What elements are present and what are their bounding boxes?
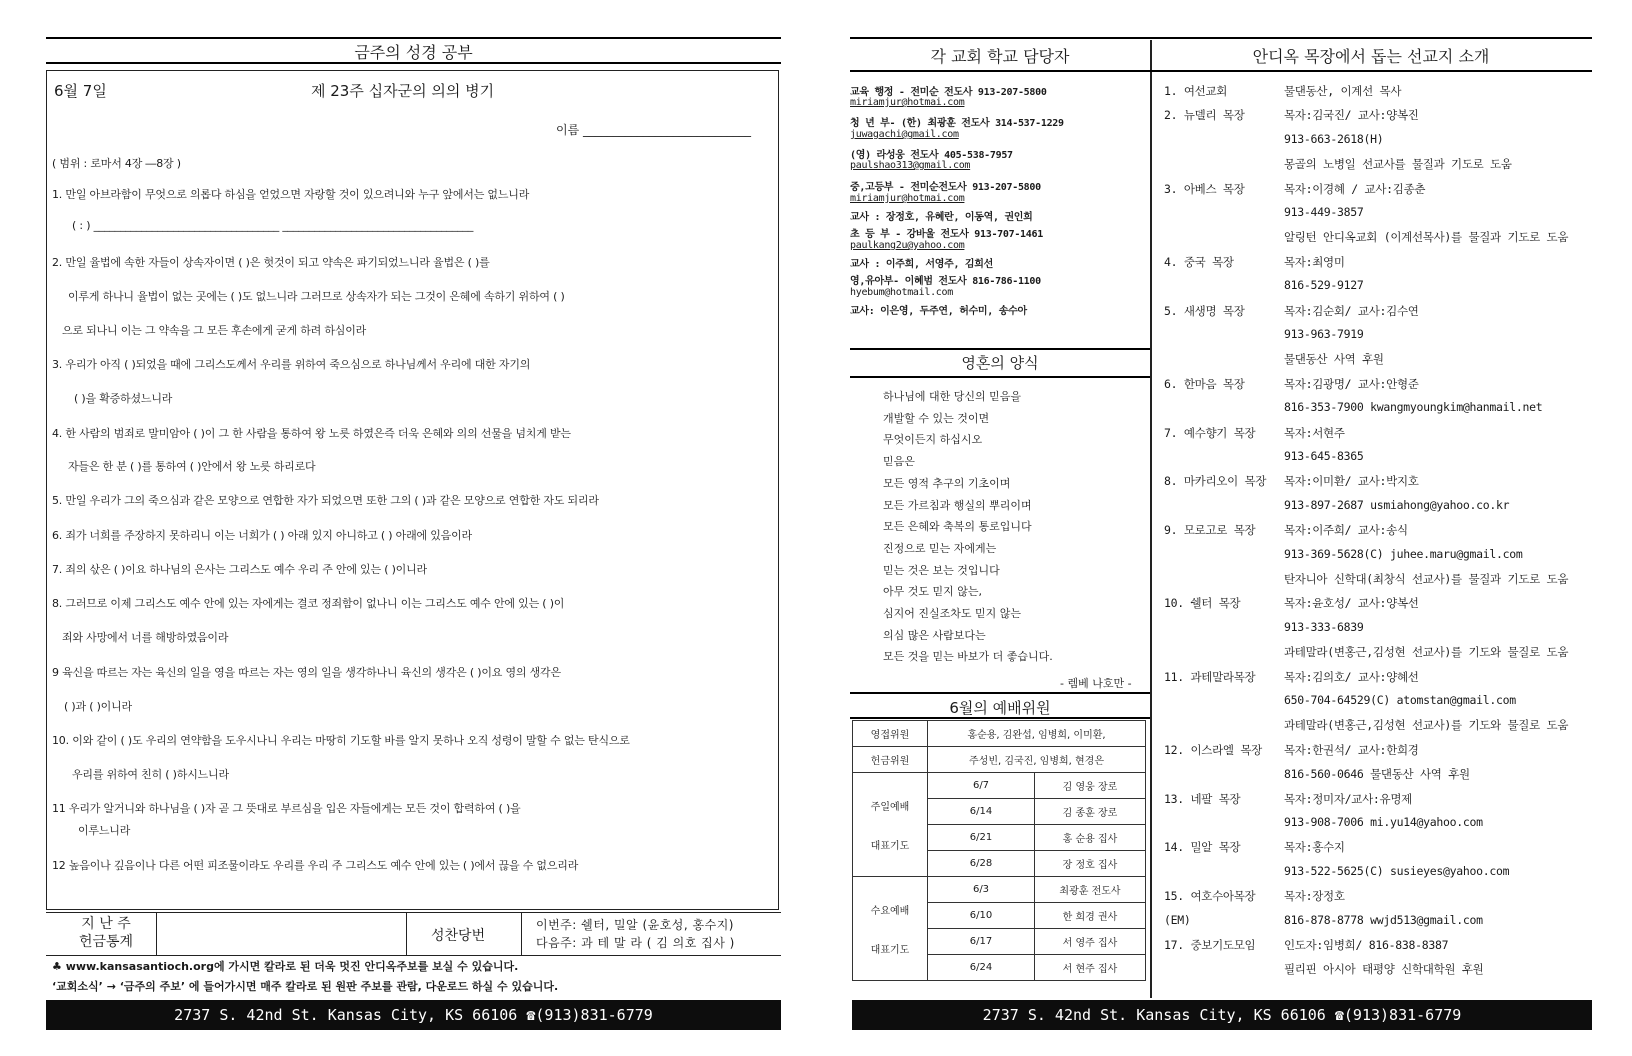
poem-line: 진정으로 믿는 자에게는 — [883, 541, 997, 555]
poem-line: 믿는 것은 보는 것입니다 — [883, 563, 1000, 577]
poem-line: 하나님에 대한 당신의 믿음을 — [883, 390, 1022, 403]
wed-leader: 서 영주 집사 — [1035, 929, 1146, 955]
worship-table — [852, 720, 1146, 981]
address-footer: 2737 S. 42nd St. Kansas City, KS 66106 ☎(913)831-6779 — [852, 1000, 1592, 1030]
mission-name: 10. 쉘터 목장 — [1164, 596, 1241, 611]
sunday-leader: 홍 순용 집사 — [1035, 825, 1146, 851]
mission-detail: 816-353-7900 kwangmyoungkim@hanmail.net — [1284, 400, 1543, 415]
staff-line: 교육 행정 - 전미순 전도사 913-207-5800 — [850, 87, 1047, 98]
sunday-leader: 김 종훈 장로 — [1035, 799, 1146, 825]
question-10: 10. 이와 같이 ( )도 우리의 연약함을 도우시나니 우리는 마땅히 기도할 바를 알지 못하나 오직 성령이 말할 수 없는 탄식으로 — [52, 734, 630, 747]
staff-line[interactable]: paulshao313@gmail.com — [850, 160, 971, 171]
mission-detail: 탄자니아 신학대(최창식 선교사)를 물질과 기도로 도움 — [1284, 572, 1569, 586]
question-8: 8. 그러므로 이제 그리스도 예수 안에 있는 자에게는 결코 정죄함이 없나니 이는 그리스도 예수 안에 있는 ( )이 — [52, 597, 565, 610]
question-7: 7. 죄의 삯은 ( )이요 하나님의 은사는 그리스도 예수 우리 주 안에 있는 ( )이니라 — [52, 563, 427, 576]
sunday-date: 6/7 — [928, 773, 1035, 799]
question-11-cont: 이루느니라 — [78, 824, 131, 837]
header-rule — [46, 62, 781, 64]
question-2-cont2: 으로 되나니 이는 그 약속을 그 모든 후손에게 굳게 하려 하심이라 — [62, 324, 367, 337]
address-footer: 2737 S. 42nd St. Kansas City, KS 66106 ☎(913)831-6779 — [46, 1000, 781, 1030]
wed-leader: 한 희경 권사 — [1035, 903, 1146, 929]
notice-download: ‘교회소식’ → ‘금주의 주보’ 에 들어가시면 매주 칼라로 된 원판 주보를 관람, 다운로드 하실 수 있습니다. — [52, 980, 559, 993]
sunday-date: 6/28 — [928, 851, 1035, 877]
question-10-cont: 우리를 위하여 친히 ( )하시느니라 — [72, 768, 229, 781]
mission-name: 15. 여호수아목장 — [1164, 889, 1256, 904]
question-2: 2. 만일 율법에 속한 자들이 상속자이면 ( )은 헛것이 되고 약속은 파기되었느니라 율법은 ( )를 — [52, 256, 490, 269]
communion-duty-label: 성찬당번 — [431, 928, 486, 944]
mission-detail: 목자:정미자/교사:유명제 — [1284, 791, 1412, 806]
question-8-cont: 죄와 사망에서 너를 해방하였음이라 — [62, 631, 229, 644]
soul-rule-bottom — [850, 376, 1150, 378]
staff-line: 초 등 부 - 강바울 전도사 913-707-1461 — [850, 229, 1043, 240]
mission-name: 12. 이스라엘 목장 — [1164, 742, 1262, 757]
question-2-cont: 이루게 하나니 율법이 없는 곳에는 ( )도 없느니라 그러므로 상속자가 되는 그것이 은혜에 속하기 위하여 ( ) — [68, 290, 565, 303]
mission-detail: 목자:이미환/ 교사:박지호 — [1284, 474, 1419, 489]
mission-detail: 물댄동산 사역 후원 — [1284, 352, 1384, 367]
sunday-label-1: 주일예배 — [870, 801, 910, 813]
poem-line: 모든 것을 믿는 바보가 더 좋습니다. — [883, 650, 1053, 664]
mission-detail: 913-963-7919 — [1284, 327, 1364, 341]
mission-detail: 913-333-6839 — [1284, 619, 1364, 634]
question-12: 12 높음이나 깊음이나 다른 어떤 피조물이라도 우리를 우리 주 그리스도 예수 안에 있는 ( )에서 끊을 수 없으리라 — [52, 859, 579, 872]
staff-line[interactable]: miriamjur@hotmai.com — [850, 97, 965, 108]
sunday-leader: 장 정호 집사 — [1035, 851, 1146, 877]
mission-detail: 목자:김광명/ 교사:안형준 — [1284, 376, 1419, 391]
staff-line: 청 년 부- (한) 최광훈 전도사 314-537-1229 — [850, 118, 1064, 129]
name-line: 이름 ____________________________ — [556, 123, 751, 137]
top-rule — [46, 37, 781, 39]
mission-detail: 913-663-2618(H) — [1284, 131, 1384, 146]
question-11: 11 우리가 알거니와 하나님을 ( )자 곧 그 뜻대로 부르심을 입은 자들에게는 모든 것이 합력하여 ( )을 — [52, 802, 521, 815]
greeters-names: 홍순용, 김완섭, 임병희, 이미환, — [928, 721, 1146, 747]
sunday-date: 6/14 — [928, 799, 1035, 825]
wednesday-prayer-label — [853, 877, 928, 981]
mission-name: 13. 네팔 목장 — [1164, 791, 1241, 806]
sunday-label-2: 대표기도 — [870, 840, 910, 852]
staff-line: 교사 : 장정호, 유혜란, 이동역, 권인희 — [850, 212, 1033, 223]
poem-line: 모든 영적 추구의 기초이며 — [883, 476, 1011, 490]
staff-line[interactable]: juwagachi@gmail.com — [850, 129, 959, 140]
mission-name: 14. 밀알 목장 — [1164, 840, 1241, 855]
poem-line: 의심 많은 사람보다는 — [883, 628, 986, 642]
mission-name: 1. 여선교회 — [1164, 84, 1228, 98]
mission-detail: 목자:김국진/ 교사:양복진 — [1284, 108, 1419, 123]
poem-line: 아무 것도 믿지 않는, — [883, 585, 982, 599]
mission-name: 3. 아베스 목장 — [1164, 181, 1245, 196]
mission-detail: 816-529-9127 — [1284, 278, 1364, 293]
question-9-cont: ( )과 ( )이니라 — [64, 700, 132, 713]
worship-rule-bottom — [850, 717, 1150, 719]
wed-leader: 서 현주 집사 — [1035, 955, 1146, 981]
mission-detail: 과테말라(변홍근,김성현 선교사)를 기도와 물질로 도움 — [1284, 718, 1569, 733]
staff-header: 각 교회 학교 담당자 — [930, 47, 1070, 66]
wed-date: 6/10 — [928, 903, 1035, 929]
mission-detail: 913-449-3857 — [1284, 205, 1364, 219]
question-1: 1. 만일 아브라함이 무엇으로 의롭다 하심을 얻었으면 자랑할 것이 있으려니와 누구 앞에서는 없느니라 — [52, 188, 530, 201]
study-date: 6월 7일 — [54, 82, 107, 100]
offering-committee-names: 주성빈, 김국진, 임병희, 현경은 — [928, 747, 1146, 773]
poem-line: 심지어 진실조차도 믿지 않는 — [883, 607, 1022, 620]
offering-committee-label: 헌금위원 — [853, 747, 928, 773]
mission-detail: 목자:장정호 — [1284, 889, 1345, 904]
mission-detail: 913-908-7006 mi.yu14@yahoo.com — [1284, 815, 1483, 829]
poem-line: 개발할 수 있는 것이면 — [883, 411, 990, 425]
poem-line: 모든 가르침과 행실의 뿌리이며 — [883, 498, 1032, 512]
greeters-label: 영접위원 — [853, 721, 928, 747]
staff-line: 교사 : 이주희, 서영주, 김희선 — [850, 259, 994, 270]
mission-detail: 목자:한권석/ 교사:한희경 — [1284, 742, 1419, 757]
study-range: ( 범위 : 로마서 4장 ―8장 ) — [52, 157, 181, 170]
wed-leader: 최광훈 전도사 — [1035, 877, 1146, 903]
mission-name: 6. 한마음 목장 — [1164, 376, 1245, 391]
mission-name: 7. 예수향기 목장 — [1164, 425, 1256, 440]
staff-line: 영,유아부- 이혜범 전도사 816-786-1100 — [850, 276, 1041, 287]
mission-detail: 과테말라(변홍근,김성현 선교사)를 기도와 물질로 도움 — [1284, 645, 1569, 660]
poem-line: 모든 은혜와 축복의 통로입니다 — [883, 520, 1032, 534]
mission-header: 안디옥 목장에서 돕는 선교지 소개 — [1252, 47, 1490, 66]
mission-detail: 목자:김순회/ 교사:김수연 — [1284, 303, 1419, 318]
mission-detail: 816-560-0646 물댄동산 사역 후원 — [1284, 767, 1470, 782]
table-row — [853, 747, 1146, 773]
poem-line: 무엇이든지 하십시오 — [883, 433, 983, 447]
soul-food-title: 영혼의 양식 — [961, 354, 1039, 372]
bible-study-header: 금주의 성경 공부 — [354, 43, 473, 62]
wed-label-2: 대표기도 — [870, 944, 910, 956]
mission-name: 11. 과테말라목장 — [1164, 669, 1256, 684]
sunday-prayer-label — [853, 773, 928, 877]
column-divider — [1150, 40, 1152, 998]
worship-rule-top — [850, 692, 1150, 694]
mission-name: 4. 중국 목장 — [1164, 254, 1234, 269]
mission-detail: 목자:이주희/ 교사:송식 — [1284, 523, 1408, 538]
staff-line: 교사: 이은영, 두주연, 허수미, 송수아 — [850, 306, 1027, 317]
sunday-leader: 김 영웅 장로 — [1035, 773, 1146, 799]
question-4: 4. 한 사람의 범죄로 말미암아 ( )이 그 한 사람을 통하여 왕 노릇 하였은즉 더욱 은혜와 의의 선물을 넘치게 받는 — [52, 427, 571, 440]
mission-name: (EM) — [1164, 912, 1191, 927]
table-row — [853, 721, 1146, 747]
mission-detail: 알링턴 안디옥교회 (이계선목사)를 물질과 기도로 도움 — [1284, 230, 1569, 245]
mission-name: 2. 뉴델리 목장 — [1164, 108, 1245, 123]
header-rule — [850, 70, 1592, 72]
mission-detail: 목자:이경혜 / 교사:김종춘 — [1284, 181, 1426, 196]
question-4-cont: 자들은 한 분 ( )를 통하여 ( )안에서 왕 노릇 하리로다 — [68, 460, 316, 473]
staff-line: 중,고등부 - 전미순전도사 913-207-5800 — [850, 182, 1041, 193]
question-9: 9 육신을 따르는 자는 육신의 일을 영을 따르는 자는 영의 일을 생각하나니 육신의 생각은 ( )이요 영의 생각은 — [52, 666, 561, 679]
mission-detail: 필리핀 아시아 태평양 신학대학원 후원 — [1284, 962, 1484, 977]
offering-table — [46, 912, 781, 956]
mission-detail: 목자:윤호성/ 교사:양복선 — [1284, 596, 1419, 611]
staff-line[interactable]: paulkang2u@yahoo.com — [850, 240, 965, 251]
mission-detail: 913-369-5628(C) juhee.maru@gmail.com — [1284, 546, 1523, 561]
mission-name: 8. 마카리오이 목장 — [1164, 474, 1267, 489]
staff-line[interactable]: miriamjur@hotmai.com — [850, 193, 965, 204]
mission-detail: 목자:서현주 — [1284, 425, 1345, 440]
mission-detail: 650-704-64529(C) atomstan@gmail.com — [1284, 693, 1516, 707]
worship-title: 6월의 예배위원 — [949, 699, 1051, 717]
poem-author: - 렘베 나호만 - — [1060, 677, 1132, 690]
offering-label-1: 지 난 주 — [81, 916, 131, 932]
mission-detail: 몽골의 노병일 선교사를 물질과 기도로 도움 — [1284, 157, 1512, 172]
mission-detail: 인도자:임병희/ 816-838-8387 — [1284, 938, 1449, 952]
question-3-cont: ( )을 확증하셨느니라 — [74, 392, 173, 405]
mission-name: 5. 새생명 목장 — [1164, 303, 1245, 318]
mission-detail: 물댄동산, 이계선 목사 — [1284, 84, 1402, 98]
mission-detail: 목자:최영미 — [1284, 254, 1345, 269]
staff-line: (영) 라성웅 전도사 405-538-7957 — [850, 150, 1013, 161]
question-3: 3. 우리가 아직 ( )되었을 때에 그리스도께서 우리를 위하여 죽으심으로 하나님께서 우리에 대한 자기의 — [52, 358, 531, 371]
notice-website: ♣ www.kansasantioch.org에 가시면 칼라로 된 더욱 멋진 안디옥주보를 보실 수 있습니다. — [52, 960, 519, 973]
question-1-answer: ( : ) ___________________________________ ____________________________________ — [72, 219, 474, 232]
mission-name: 17. 중보기도모임 — [1164, 938, 1256, 952]
offering-value-cell — [156, 913, 407, 955]
mission-detail: 목자:김의호/ 교사:양혜선 — [1284, 669, 1419, 684]
mission-detail: 913-522-5625(C) susieyes@yahoo.com — [1284, 863, 1510, 878]
question-6: 6. 죄가 너희를 주장하지 못하리니 이는 너희가 ( ) 아래 있지 아니하고 ( ) 아래에 있음이라 — [52, 529, 472, 542]
mission-detail: 913-897-2687 usmiahong@yahoo.co.kr — [1284, 497, 1510, 512]
offering-label-2: 헌금통계 — [78, 934, 134, 950]
poem-line: 믿음은 — [883, 455, 915, 469]
staff-line: hyebum@hotmail.com — [850, 287, 953, 298]
table-row — [853, 773, 1146, 799]
mission-detail: 목자:홍수지 — [1284, 840, 1345, 855]
lesson-title: 제 23주 십자군의 의의 병기 — [311, 82, 495, 100]
mission-name: 9. 모로고로 목장 — [1164, 523, 1256, 538]
top-rule — [850, 37, 1592, 39]
wed-label-1: 수요예배 — [870, 905, 910, 917]
wed-date: 6/3 — [928, 877, 1035, 903]
mission-detail: 913-645-8365 — [1284, 449, 1364, 463]
sunday-date: 6/21 — [928, 825, 1035, 851]
table-row — [853, 877, 1146, 903]
offering-label-cell — [46, 913, 157, 955]
question-5: 5. 만일 우리가 그의 죽으심과 같은 모양으로 연합한 자가 되었으면 또한 그의 ( )과 같은 모양으로 연합한 자도 되리라 — [52, 494, 599, 507]
duty-this-week: 이번주: 쉘터, 밀알 (윤호성, 홍수지) — [536, 918, 734, 932]
soul-rule-top — [850, 348, 1150, 350]
duty-next-week: 다음주: 과 테 말 라 ( 김 의호 집사 ) — [536, 936, 735, 950]
wed-date: 6/17 — [928, 929, 1035, 955]
wed-date: 6/24 — [928, 955, 1035, 981]
mission-detail: 816-878-8778 wwjd513@gmail.com — [1284, 912, 1483, 927]
